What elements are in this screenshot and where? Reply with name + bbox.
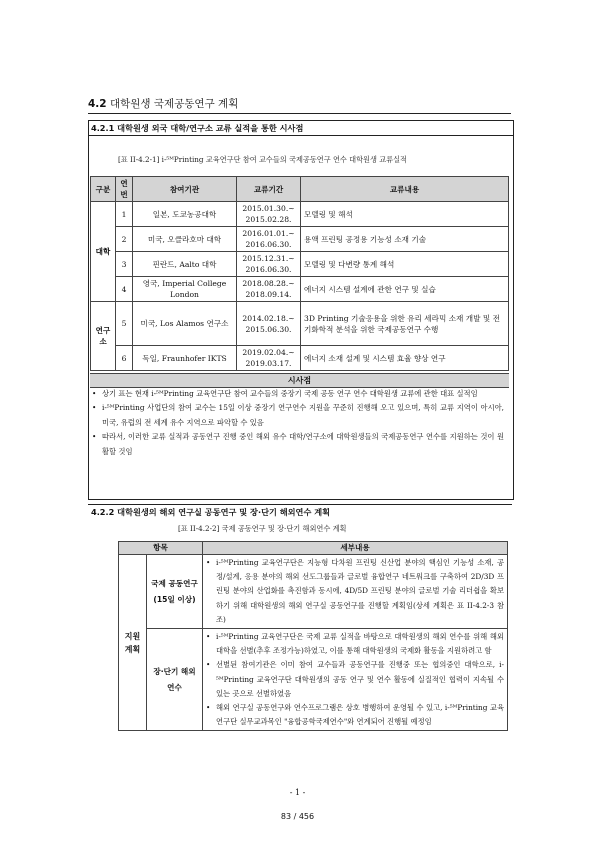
category-cell: 지원 계획 bbox=[119, 555, 147, 731]
row2-detail bbox=[203, 629, 508, 731]
row-org: 영국, Imperial College London bbox=[133, 277, 237, 302]
table1-caption: [표 II-4.2-1] i-⁵ᴹPrinting 교육연구단 참여 교수들의 국제공동연구 연수 대학원생 교류실적 bbox=[118, 155, 407, 164]
section-number: 4.2 bbox=[88, 98, 107, 110]
row1-detail bbox=[203, 555, 508, 629]
row-org: 독일, Fraunhofer IKTS bbox=[133, 346, 237, 371]
th-detail: 세부내용 bbox=[203, 542, 508, 555]
section-heading bbox=[88, 96, 238, 111]
row-no: 6 bbox=[116, 346, 133, 371]
row1-label: 국제 공동연구 (15일 이상) bbox=[147, 555, 203, 629]
row-no: 3 bbox=[116, 252, 133, 277]
th-item: 항목 bbox=[119, 542, 203, 555]
row-period: 2018.08.28.~ 2018.09.14. bbox=[237, 277, 301, 302]
row-no: 1 bbox=[116, 202, 133, 227]
row-no: 4 bbox=[116, 277, 133, 302]
th-content: 교류내용 bbox=[301, 177, 509, 202]
row-org: 일본, 도쿄농공대학 bbox=[133, 202, 237, 227]
table2-caption: [표 II-4.2-2] 국제 공동연구 및 장·단기 해외연수 계획 bbox=[178, 524, 347, 533]
table-row bbox=[119, 629, 508, 731]
group-university: 대학 bbox=[91, 202, 116, 302]
table-row bbox=[91, 252, 509, 277]
detail-item: • 선별된 참여기관은 이미 참여 교수들과 공동연구를 진행중 또는 협의중인 대학으로, i-⁵ᴹPrinting 교육연구단 대학원생의 공동 연구 및 연수 활동에 실질적인 협력이 지속될 수 있는 곳으로 선별하였음 bbox=[206, 658, 504, 701]
exchange-table bbox=[90, 176, 509, 371]
insight-item: • i-⁵ᴹPrinting 사업단의 참여 교수는 15일 이상 중장기 연구연수 지원을 꾸준히 진행해 오고 있으며, 특히 교류 지역이 아시아, 미국, 유럽의 전 세계 유수 지역으로 파악할 수 있음 bbox=[90, 401, 504, 430]
table-row bbox=[91, 302, 509, 346]
th-period: 교류기간 bbox=[237, 177, 301, 202]
table-row bbox=[91, 346, 509, 371]
row-period: 2019.02.04.~ 2019.03.17. bbox=[237, 346, 301, 371]
th-category: 구분 bbox=[91, 177, 116, 202]
row-content: 모델링 및 해석 bbox=[301, 202, 509, 227]
row-no: 5 bbox=[116, 302, 133, 346]
sub1-heading: 4.2.1 대학원생 외국 대학/연구소 교류 실적을 통한 시사점 bbox=[91, 123, 304, 133]
plan-table bbox=[118, 541, 508, 731]
detail-item: • i-⁵ᴹPrinting 교육연구단은 국제 교류 실적을 바탕으로 대학원생의 해외 연수를 위해 해외대학을 선별(추후 조정가능)하였고, 이를 통해 대학원생의 국제화 활동을 지원하려고 함 bbox=[206, 630, 504, 658]
row-content: 용액 프린팅 공정용 기능성 소재 기술 bbox=[301, 227, 509, 252]
row-no: 2 bbox=[116, 227, 133, 252]
table-row bbox=[91, 277, 509, 302]
sub1-rule bbox=[88, 135, 513, 136]
row-content: 모델링 및 다변량 통계 해석 bbox=[301, 252, 509, 277]
sub2-heading: 4.2.2 대학원생의 해외 연구실 공동연구 및 장·단기 해외연수 계획 bbox=[91, 507, 331, 517]
table-row bbox=[91, 202, 509, 227]
row-period: 2016.01.01.~ 2016.06.30. bbox=[237, 227, 301, 252]
row-period: 2015.01.30.~ 2015.02.28. bbox=[237, 202, 301, 227]
row-content: 3D Printing 기술응용을 위한 유리 세라믹 소재 개발 및 전기화학적 분석을 위한 국제공동연구 수행 bbox=[301, 302, 509, 346]
detail-item: • 해외 연구실 공동연구와 연수프로그램은 상호 병행하여 운영될 수 있고, i-⁵ᴹPrinting 교육연구단 실무교과목인 "융합공학국제연수"와 연계되어 진행될 예정임 bbox=[206, 701, 504, 729]
insight-item: • 상기 표는 현재 i-⁵ᴹPrinting 교육연구단 참여 교수들의 중장기 국제 공동 연구 연수 대학원생 교류에 관한 대표 실적임 bbox=[90, 387, 504, 401]
table-row bbox=[91, 227, 509, 252]
insight-item: • 따라서, 이러한 교류 실적과 공동연구 진행 중인 해외 유수 대학/연구소에 대학원생들의 국제공동연구 연수를 지원하는 것이 원활할 것임 bbox=[90, 430, 504, 459]
table-row bbox=[119, 555, 508, 629]
insight-heading: 시사점 bbox=[90, 373, 509, 388]
detail-item: • i-⁵ᴹPrinting 교육연구단은 지능형 다차원 프린팅 신산업 분야의 핵심인 기능성 소재, 공정/설계, 응용 분야의 해외 선도그룹들과 글로벌 융합연구 네트워크를 구축하여 2D/3D 프린팅 분야의 산업화를 촉진함과 동시에, 4D/5D 프린팅 분야의 글로벌 기술 리더쉽을 확보하기 위해 대학원생의 해외 연구실 공동연구를 진행할 계획임(상세 계획은 표 II-4.2-3 참조) bbox=[206, 556, 504, 627]
insight-list bbox=[90, 387, 504, 459]
section-title: 대학원생 국제공동연구 계획 bbox=[109, 98, 239, 110]
row-org: 핀란드, Aalto 대학 bbox=[133, 252, 237, 277]
group-institute: 연구소 bbox=[91, 302, 116, 371]
th-org: 참여기관 bbox=[133, 177, 237, 202]
page-number: - 1 - bbox=[289, 788, 306, 797]
row-period: 2015.12.31.~ 2016.06.30. bbox=[237, 252, 301, 277]
row-content: 에너지 시스템 설계에 관한 연구 및 실습 bbox=[301, 277, 509, 302]
page-count: 83 / 456 bbox=[280, 812, 315, 821]
row2-label: 장·단기 해외연수 bbox=[147, 629, 203, 731]
row-content: 에너지 소재 설계 및 시스템 효율 향상 연구 bbox=[301, 346, 509, 371]
row-period: 2014.02.18.~ 2015.06.30. bbox=[237, 302, 301, 346]
row-org: 미국, 오클라호마 대학 bbox=[133, 227, 237, 252]
row-org: 미국, Los Alamos 연구소 bbox=[133, 302, 237, 346]
th-no: 연번 bbox=[116, 177, 133, 202]
section-rule bbox=[88, 113, 511, 114]
